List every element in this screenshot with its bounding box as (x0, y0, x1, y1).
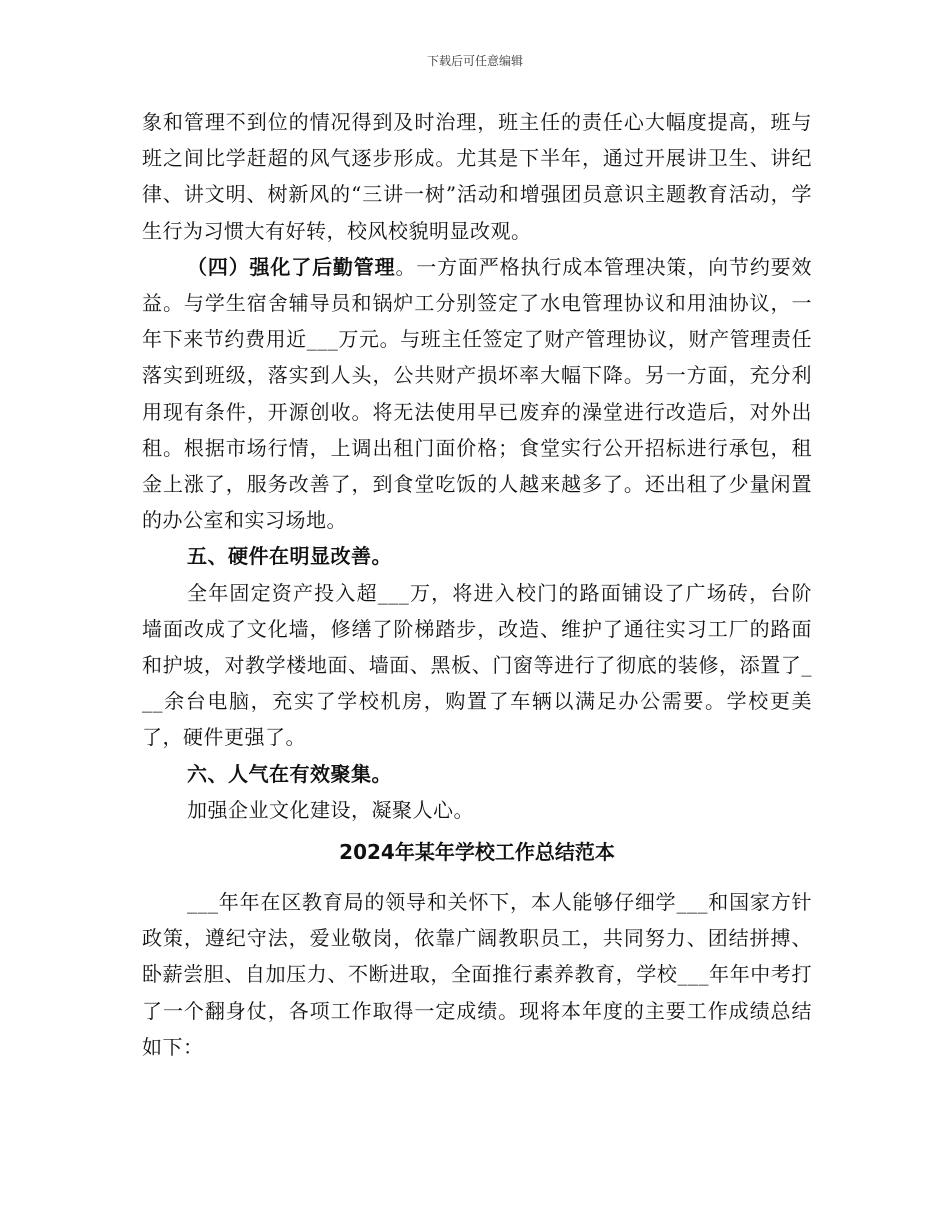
paragraph-intro: ___年年在区教育局的领导和关怀下，本人能够仔细学___和国家方针政策，遵纪守法，爱业敬岗，依靠广阔教职员工，共同努力、团结拼搏、卧薪尝胆、自加压力、不断进取，全面推行素养教育，学校___年年中考打了一个翻身仗，各项工作取得一定成绩。现将本年度的主要工作成绩总结如下： (142, 890, 812, 1059)
section-heading-hardware: 五、硬件在明显改善。 (187, 544, 392, 569)
paragraph-logistics (142, 249, 812, 539)
document-title: 2024年某年学校工作总结范本 (339, 840, 615, 865)
document-body (142, 104, 812, 1065)
paragraph-logistics-text: 。一方面严格执行成本管理决策，向节约要效益。与学生宿舍辅导员和锅炉工分别签定了水电管理协议和用油协议，一年下来节约费用近___万元。与班主任签定了财产管理协议，财产管理责任落实到班级，落实到人头，公共财产损坏率大幅下降。另一方面，充分利用现有条件，开源创收。将无法使用早已废弃的澡堂进行改造后，对外出租。根据市场行情，上调出租门面价格；食堂实行公开招标进行承包，租金上涨了，服务改善了，到食堂吃饭的人越来越多了。还出租了少量闲置的办公室和实习场地。 (142, 254, 813, 533)
paragraph-hardware: 全年固定资产投入超___万，将进入校门的路面铺设了广场砖，台阶墙面改成了文化墙，修缮了阶梯踏步，改造、维护了通往实习工厂的路面和护坡，对教学楼地面、墙面、黑板、门窗等进行了彻底的装修，添置了___余台电脑，充实了学校机房，购置了车辆以满足办公需要。学校更美了，硬件更强了。 (142, 580, 812, 750)
paragraph-morale: 加强企业文化建设，凝聚人心。 (187, 797, 474, 822)
paragraph-discipline: 象和管理不到位的情况得到及时治理，班主任的责任心大幅度提高，班与班之间比学赶超的风气逐步形成。尤其是下半年，通过开展讲卫生、讲纪律、讲文明、树新风的“三讲一树”活动和增强团员意识主题教育活动，学生行为习惯大有好转，校风校貌明显改观。 (142, 110, 812, 243)
section-heading-logistics: （四）强化了后勤管理 (187, 254, 396, 279)
page-header: 下载后可任意编辑 (426, 54, 523, 68)
section-heading-morale: 六、人气在有效聚集。 (187, 761, 392, 786)
